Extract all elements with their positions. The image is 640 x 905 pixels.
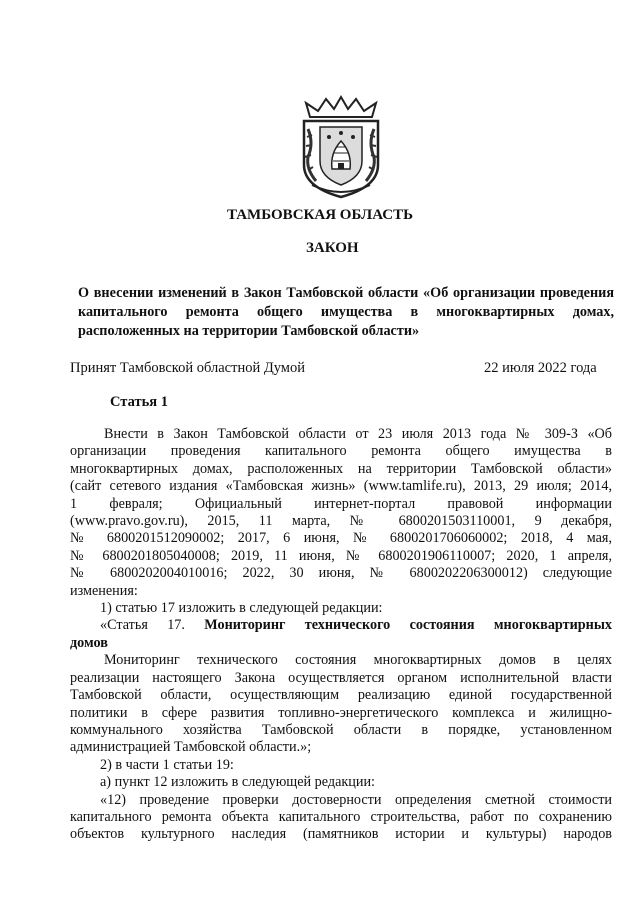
text-line: многоквартирных домах, расположенных на территории Тамбовской области»: [70, 460, 612, 477]
text-line: (сайт сетевого издания «Тамбовская жизнь» (www.tamlife.ru), 2013, 29 июля; 2014,: [70, 478, 612, 495]
text-line: 1 февраля; Официальный интернет-портал правовой информации: [70, 495, 612, 512]
text-line: Внести в Закон Тамбовской области от 23 июля 2013 года № 309-З «Об: [104, 426, 612, 442]
text-line: домов: [70, 634, 108, 651]
accepted-date: 22 июля 2022 года: [484, 360, 597, 376]
text-line: политики в сфере развития топливно-энергетического комплекса и жилищно-: [70, 704, 612, 721]
tambov-coat-of-arms-icon: [296, 95, 386, 199]
text-line: «12) проведение проверки достоверности определения сметной стоимости: [100, 791, 612, 808]
text-line: организации проведения капитального ремонта общего имущества в: [70, 443, 612, 460]
text-line: коммунального хозяйства Тамбовской области в порядке, установленном: [70, 721, 612, 738]
law-title: О внесении изменений в Закон Тамбовской области «Об организации проведения капитального ремонта общего имущества в многоквартирных домах, расположенных на территории Тамбовской области»: [78, 285, 614, 339]
article-body: [70, 426, 612, 844]
text-line: Мониторинг технического состояния многоквартирных домов в целях: [104, 652, 612, 669]
text-line: 2) в части 1 статьи 19:: [100, 756, 234, 773]
accepted-by: Принят Тамбовской областной Думой: [70, 360, 305, 376]
article-17-number: «Статья 17.: [100, 617, 185, 634]
text-line: Тамбовской области, осуществляющим реализацию единой государственной: [70, 687, 612, 704]
text-line: капитального ремонта объекта капитального строительства, работ по сохранению: [70, 808, 612, 825]
text-line: администрацией Тамбовской области.»;: [70, 739, 312, 756]
text-line: № 6800202004010016; 2022, 30 июня, № 6800202206300012) следующие: [70, 565, 612, 582]
region-heading: ТАМБОВСКАЯ ОБЛАСТЬ: [226, 207, 414, 223]
article-heading: Статья 1: [110, 394, 168, 410]
text-line: объектов культурного наследия (памятников истории и культуры) народов: [70, 826, 612, 843]
text-line: изменения:: [70, 582, 138, 599]
text-line: а) пункт 12 изложить в следующей редакции:: [100, 774, 375, 791]
article-17-heading-line: [70, 617, 612, 634]
text-line: № 6800201805040008; 2019, 11 июня, № 6800201906110007; 2020, 1 апреля,: [70, 547, 612, 564]
doc-type-heading: ЗАКОН: [306, 240, 359, 256]
article-17-title: Мониторинг технического состояния многоквартирных: [204, 617, 613, 634]
text-line: (www.pravo.gov.ru), 2015, 11 марта, № 6800201503110001, 9 декабря,: [70, 513, 612, 530]
text-line: реализации настоящего Закона осуществляется органом исполнительной власти: [70, 669, 612, 686]
text-line: № 6800201512090002; 2017, 6 июня, № 6800201706060002; 2018, 4 мая,: [70, 530, 612, 547]
text-line: 1) статью 17 изложить в следующей редакции:: [100, 600, 383, 617]
